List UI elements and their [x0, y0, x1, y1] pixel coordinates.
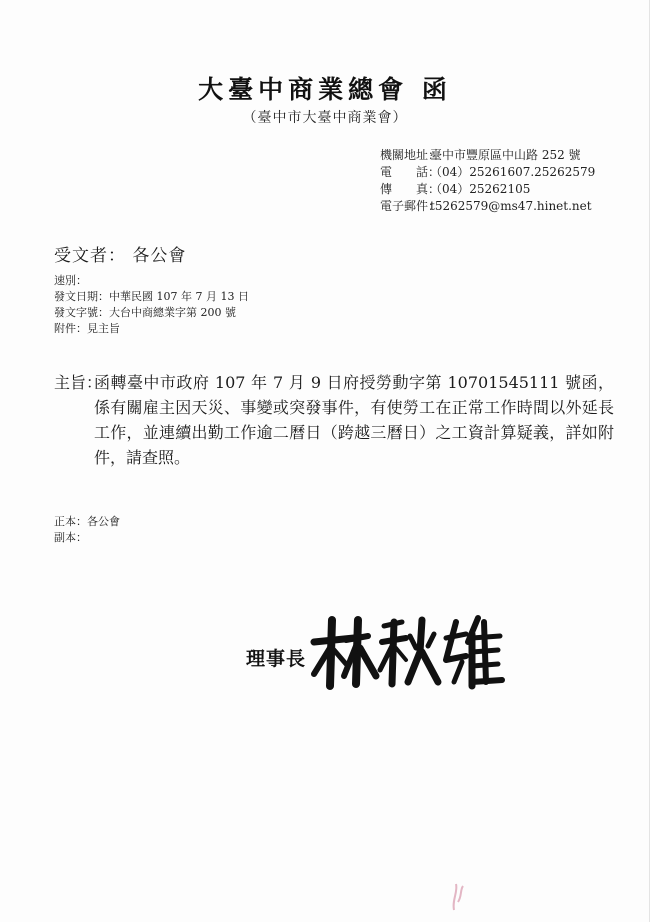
- subject-label: 主旨：: [54, 373, 103, 392]
- copy-label: 副本：: [54, 531, 87, 544]
- attachment-row: [54, 321, 249, 337]
- date-row: [54, 289, 249, 305]
- signature-stamp-image: [306, 612, 506, 692]
- phone-label: 電 話：: [380, 165, 441, 179]
- phone-value: （04）25261607.25262579: [430, 165, 596, 179]
- signature-block: [246, 612, 506, 692]
- recipient-line: [54, 241, 186, 266]
- attachment-value: 見主旨: [87, 322, 120, 335]
- copy-row: [54, 530, 120, 546]
- subject-block: [54, 370, 614, 470]
- original-row: [54, 514, 120, 530]
- original-value: 各公會: [87, 515, 120, 528]
- doc-number-value: 大台中商總業字第 200 號: [109, 306, 236, 319]
- fax-row: [380, 181, 642, 198]
- recipient-label: 受文者：: [54, 246, 126, 266]
- doc-number-label: 發文字號：: [54, 306, 109, 319]
- original-label: 正本：: [54, 515, 87, 528]
- stray-ink-mark: [448, 882, 468, 912]
- doc-number-row: [54, 305, 249, 321]
- attachment-label: 附件：: [54, 322, 87, 335]
- subject-text: 函轉臺中市政府 107 年 7 月 9 日府授勞動字第 10701545111 號函，係有關雇主因天災、事變或突發事件，有使勞工在正常工作時間以外延長工作，並連續出勤工作逾二曆日（跨越三曆日）之工資計算疑義，詳如附件，請查照。: [94, 373, 614, 467]
- letterhead-title: 大臺中商業總會 函: [198, 75, 452, 104]
- email-row: [380, 198, 642, 215]
- contact-block: [380, 147, 642, 215]
- recipient-value: 各公會: [132, 246, 187, 266]
- address-label: 機關地址：: [380, 148, 441, 162]
- phone-row: [380, 164, 642, 181]
- date-label: 發文日期：: [54, 290, 109, 303]
- fax-label: 傳 真：: [380, 182, 441, 196]
- address-value: 臺中市豐原區中山路 252 號: [430, 148, 581, 162]
- fax-value: （04）25262105: [430, 182, 531, 196]
- letterhead-subtitle: （臺中市大臺中商業會）: [242, 110, 408, 126]
- date-value: 中華民國 107 年 7 月 13 日: [109, 290, 249, 303]
- signature-title: 理事長: [246, 648, 307, 670]
- document-meta: [54, 273, 249, 337]
- speed-row: [54, 273, 249, 289]
- speed-label: 速別：: [54, 274, 87, 287]
- email-label: 電子郵件：: [380, 199, 441, 213]
- email-value: t5262579@ms47.hinet.net: [430, 199, 592, 213]
- distribution-block: [54, 514, 120, 546]
- address-row: [380, 147, 642, 164]
